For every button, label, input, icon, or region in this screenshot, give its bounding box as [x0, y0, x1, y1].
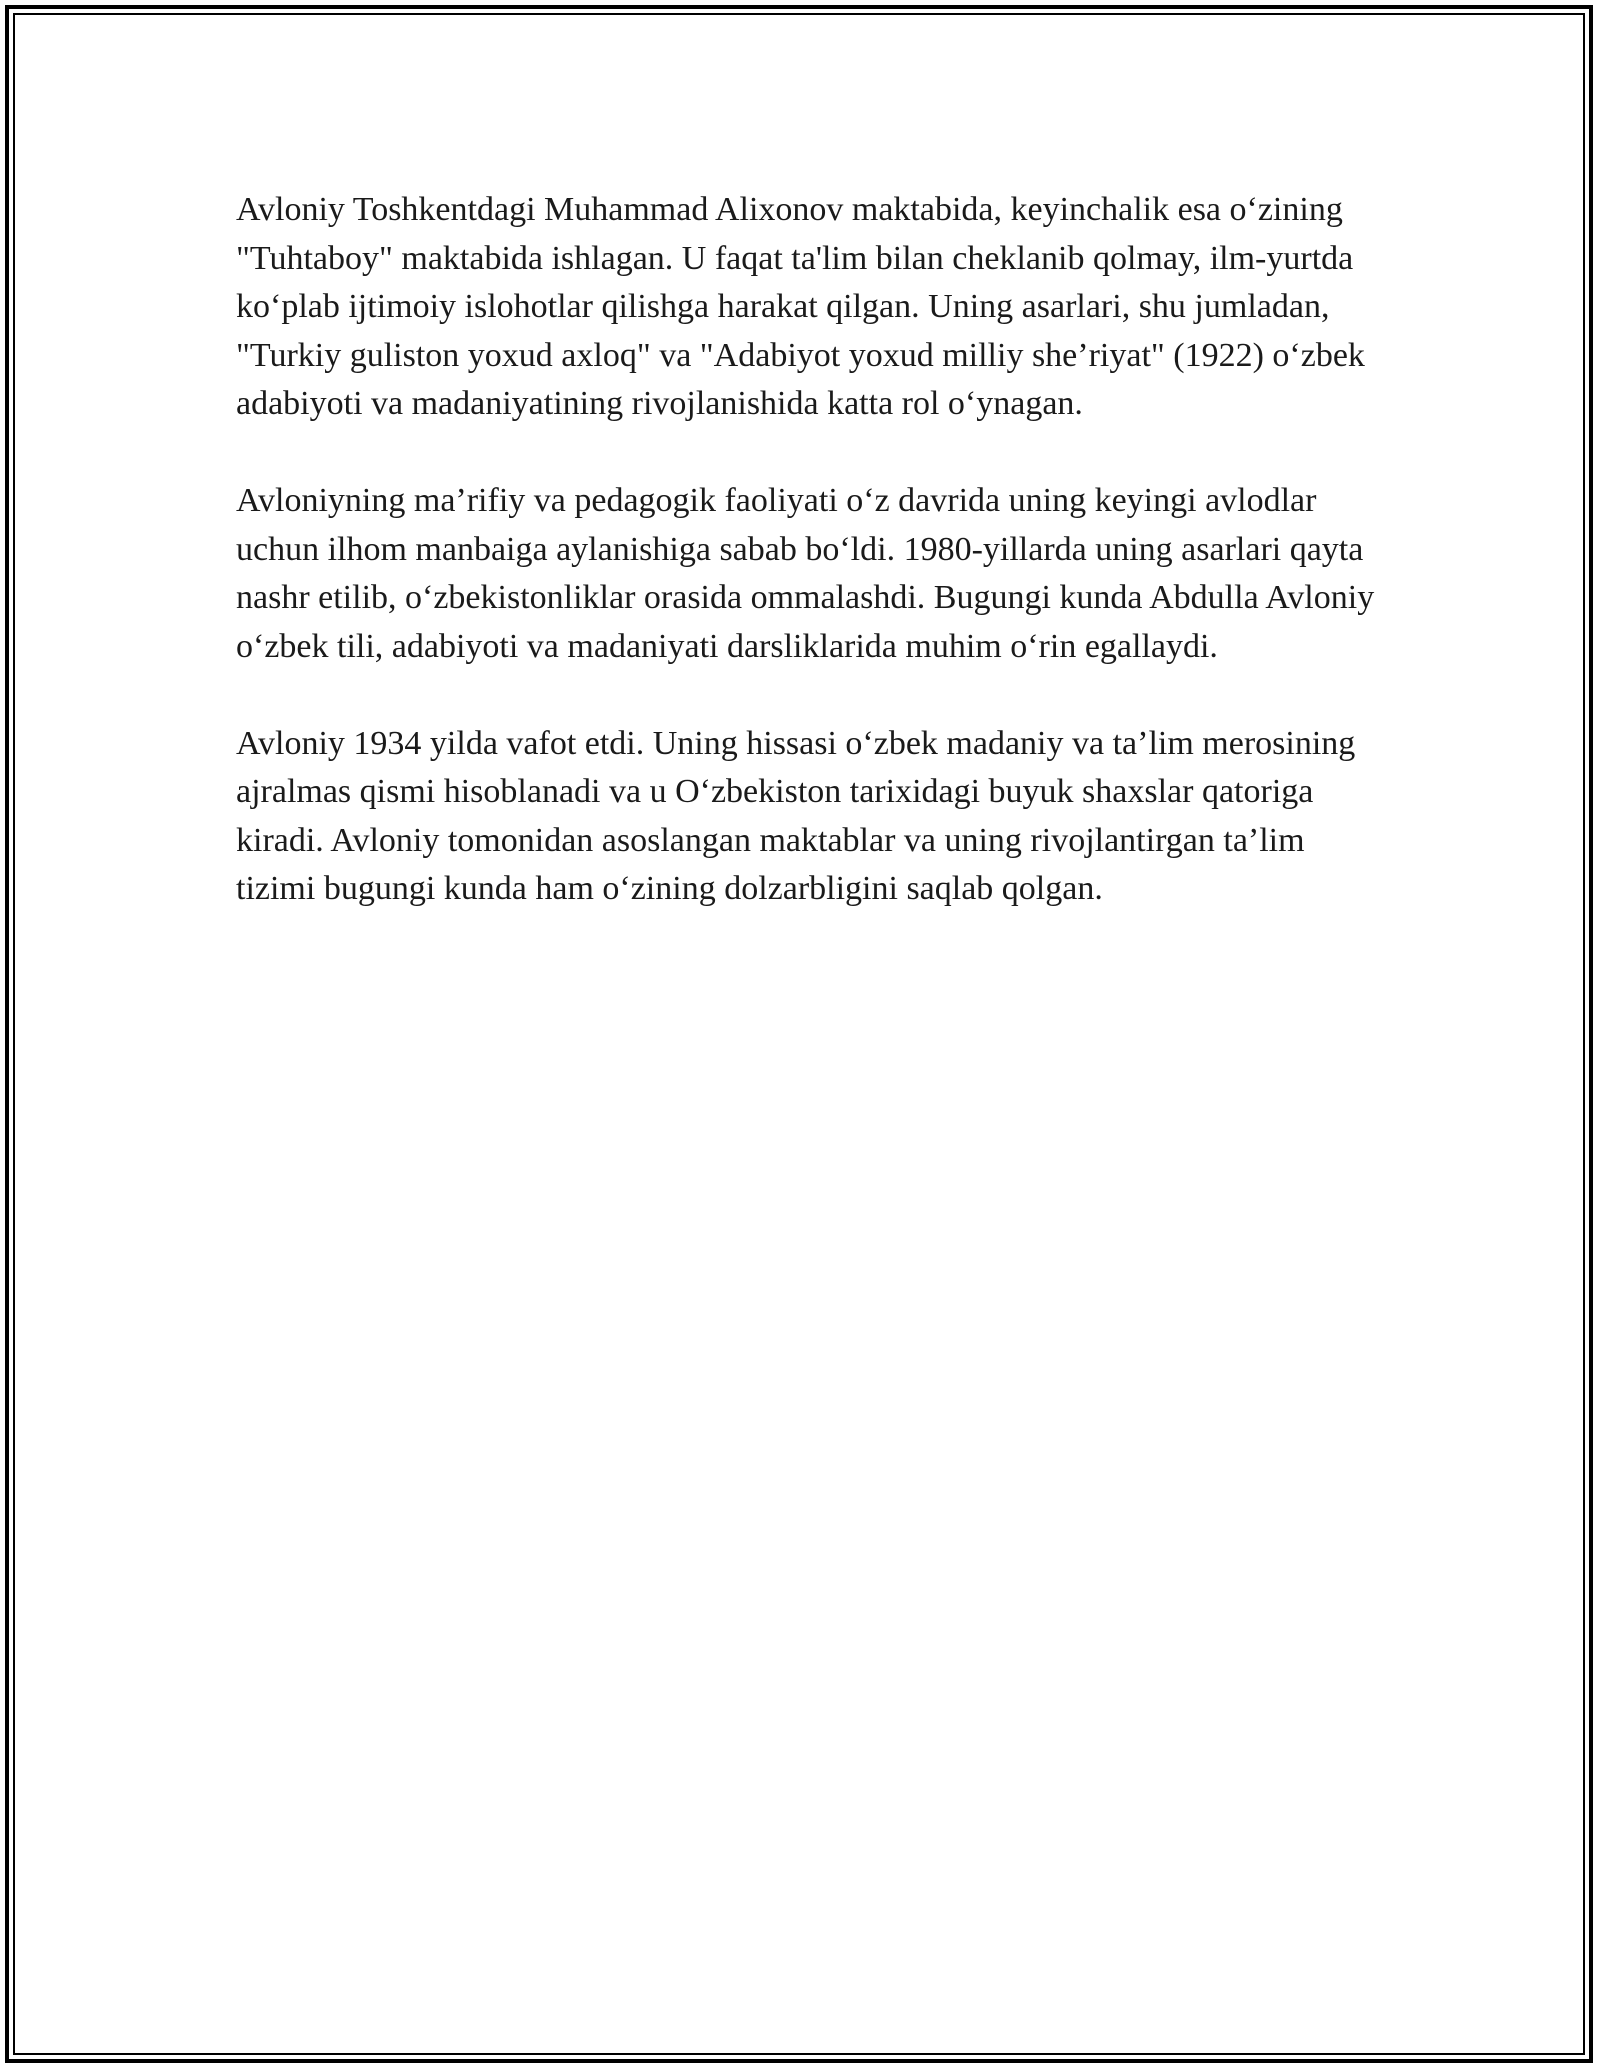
paragraph-3: Avloniy 1934 yilda vafot etdi. Uning hissasi o‘zbek madaniy va ta’lim merosining ajralmas qismi hisoblanadi va u O‘zbekiston tarixidagi buyuk shaxslar qatoriga kiradi. Avloniy tomonidan asoslangan maktablar va uning rivojlantirgan ta’lim tizimi bugungi kunda ham o‘zining dolzarbligini saqlab qolgan.	[236, 724, 1356, 907]
paragraph-1: Avloniy Toshkentdagi Muhammad Alixonov maktabida, keyinchalik esa o‘zining "Tuhtaboy" maktabida ishlagan. U faqat ta'lim bilan cheklanib qolmay, ilm-yurtda ko‘plab ijtimoiy islohotlar qilishga harakat qilgan. Uning asarlari, shu jumladan, "Turkiy guliston yoxud axloq" va "Adabiyot yoxud milliy she’riyat" (1922) o‘zbek adabiyoti va madaniyatining rivojlanishida katta rol o‘ynagan.	[236, 191, 1365, 422]
document-body	[236, 186, 1386, 962]
paragraph-2: Avloniyning ma’rifiy va pedagogik faoliyati o‘z davrida uning keyingi avlodlar uchun ilhom manbaiga aylanishiga sabab bo‘ldi. 1980-yillarda uning asarlari qayta nashr etilib, o‘zbekistonliklar orasida ommalashdi. Bugungi kunda Abdulla Avloniy o‘zbek tili, adabiyoti va madaniyati darsliklarida muhim o‘rin egallaydi.	[236, 482, 1375, 665]
